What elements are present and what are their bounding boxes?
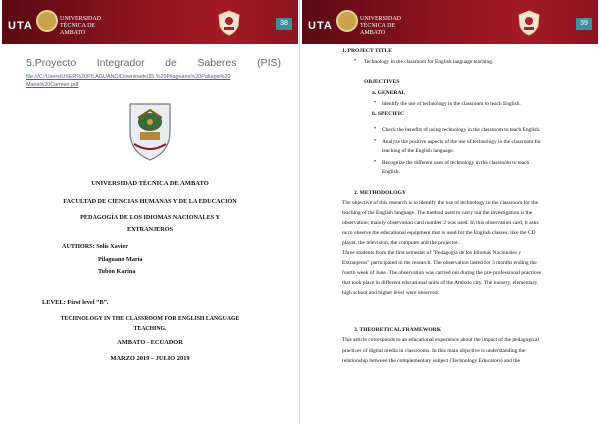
university-seal-icon (36, 10, 58, 32)
paragraph-line: relationship between the complementary subject (Technology Educators) and the (342, 358, 520, 364)
career-heading-line2: EXTRANJEROS (126, 226, 174, 233)
heading-project-title: 1. PROJECT TITLE (342, 48, 392, 54)
university-name (60, 16, 120, 37)
section-title-word: Saberes (197, 57, 237, 69)
paragraph-line: Extranjeros" participated in the research. The observation lasted for 3 months ending the (342, 260, 537, 266)
paragraph-line: high school and higher level were observed. (342, 290, 439, 296)
university-shield-icon (120, 100, 180, 162)
paragraph-line: This article corresponds to an educational experience about the impact of the pedagogical (342, 337, 540, 343)
bullet-icon: • (374, 126, 377, 132)
paragraph-line: The objective of this research is to identify the use of technology in the classroom for the (342, 200, 539, 206)
list-item-continuation: English. (382, 169, 400, 175)
section-title-word: (PIS) (257, 57, 281, 69)
list-item: Recognize the different uses of technology in the classroom to teach (382, 160, 530, 166)
section-title-word: 5.Proyecto (26, 57, 77, 69)
level-label: LEVEL: First level “B”. (42, 299, 109, 306)
bullet-icon: • (374, 100, 377, 106)
paragraph-line: observation; mainly observation card number 2 was used. In this observation card, it asks (342, 220, 539, 226)
paragraph-line: practices of digital media in classrooms. In this main objective is understanding the (342, 348, 526, 354)
paragraph-line: Three students from the first semester of "Pedagogía de los Idiomas Nacionales y (342, 250, 522, 256)
page-number-badge: 39 (576, 18, 592, 30)
list-item: Analyze the positive aspects of the use of technology in the classroom for (382, 139, 541, 145)
project-title-line1: TECHNOLOGY IN THE CLASSROOM FOR ENGLISH LANGUAGE (60, 316, 240, 322)
career-heading-line1: PEDAGOGÍA DE LOS IDIOMAS NACIONALES Y (80, 214, 220, 221)
place-label: AMBATO - ECUADOR (117, 339, 183, 346)
faculty-heading: FACULTAD DE CIENCIAS HUMANAS Y DE LA EDUCACIÓN (63, 198, 237, 205)
crest-icon (217, 10, 241, 36)
general-heading: a. GENERAL (372, 90, 406, 96)
university-name-line2: TÉCNICA DE AMBATO (60, 23, 96, 36)
file-link[interactable] (26, 73, 276, 89)
list-item: Check the benefits of using technology in the classroom to teach English. (382, 127, 541, 133)
list-item: Technology in the classroom for English language teaching. (364, 59, 494, 65)
header-band (302, 0, 598, 44)
author-name: Pilaguano María (98, 256, 143, 263)
university-name-line1: UNIVERSIDAD (60, 16, 101, 22)
project-title-line2: TEACHING. (133, 326, 167, 332)
uta-logo: UTA (308, 20, 333, 32)
section-title (26, 57, 281, 69)
file-link-line2[interactable]: Maria%20Carmen.pdf (26, 82, 79, 88)
university-name (360, 16, 420, 37)
page-divider (299, 0, 300, 424)
paragraph-line: fourth week of June. The observation was carried out during the pre-professional practices (342, 270, 541, 276)
crest-icon (517, 10, 541, 36)
right-page (302, 0, 598, 424)
paragraph-line: that took place in different educational units of the Ambato city. The nursery, elementary, (342, 280, 539, 286)
section-title-word: de (165, 57, 177, 69)
list-item-continuation: teaching of the English language. (382, 148, 455, 154)
author-name: Tubón Karina (98, 268, 136, 275)
section-title-word: Integrador (96, 57, 145, 69)
university-heading: UNIVERSIDAD TÉCNICA DE AMBATO (91, 180, 209, 187)
file-link-line1[interactable]: file:///C:/Users/USER%20PILAGUANO/Downloads/25.%20Pilaguano%20Paltapa%20 (26, 74, 231, 80)
objectives-heading: OBJECTIVES (364, 79, 400, 85)
header-band (2, 0, 298, 44)
heading-methodology: 2. METHODOLOGY (354, 190, 406, 196)
university-name-line1: UNIVERSIDAD (360, 16, 401, 22)
university-name-line2: TÉCNICA DE AMBATO (360, 23, 396, 36)
bullet-icon: • (374, 138, 377, 144)
paragraph-line: teaching of the English language. The method used to carry out the investigation is the (342, 210, 533, 216)
bullet-icon: • (374, 159, 377, 165)
left-page (2, 0, 298, 424)
page-number-badge: 38 (276, 18, 292, 30)
heading-theoretical-framework: 3. THEORETICAL FRAMEWORK (354, 327, 442, 333)
list-item: Identify the use of technology in the classroom to teach English. (382, 101, 521, 107)
authors-label: AUTHORS: Solís Xavier (62, 243, 129, 250)
bullet-icon: • (354, 58, 357, 64)
dates-label: MARZO 2019 – JULIO 2019 (110, 355, 190, 362)
paragraph-line: player, the television, the computer and the projector. (342, 240, 460, 246)
university-seal-icon (336, 10, 358, 32)
paragraph-line: us to observe the educational equipment that is used for the English classes; like the CD (342, 230, 536, 236)
specific-heading: b. SPECIFIC (372, 111, 405, 117)
uta-logo: UTA (8, 20, 33, 32)
